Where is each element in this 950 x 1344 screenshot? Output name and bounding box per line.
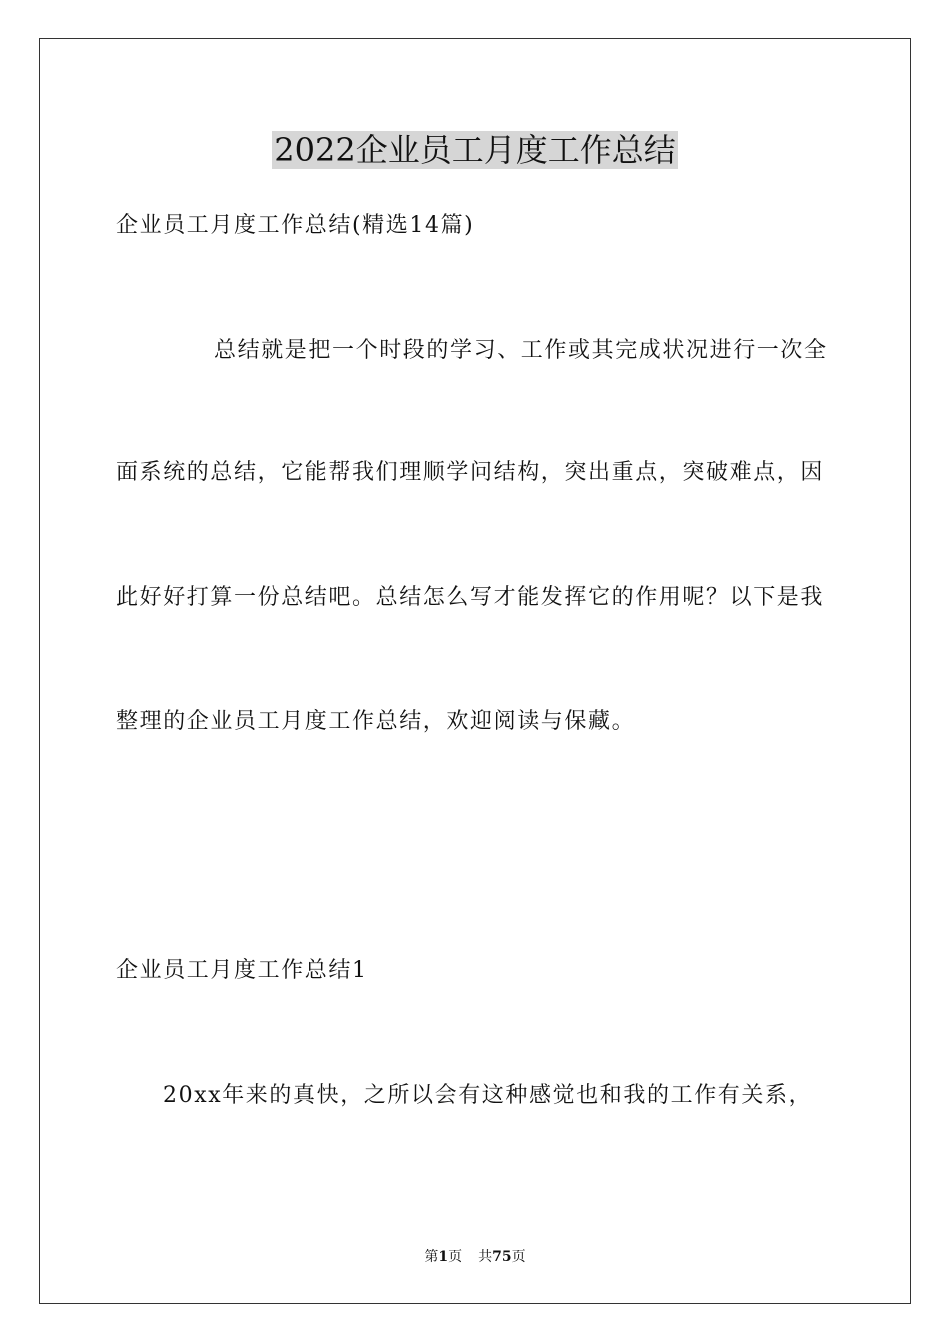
section-heading: 企业员工月度工作总结1 (116, 958, 368, 983)
document-title (0, 126, 950, 174)
page-footer (0, 1247, 950, 1267)
footer-page-suffix: 页 (448, 1249, 463, 1265)
footer-page-total: 75 (492, 1249, 512, 1265)
intro-line-4: 整理的企业员工月度工作总结，欢迎阅读与保藏。 (116, 709, 636, 734)
document-title-text: 2022企业员工月度工作总结 (274, 131, 676, 169)
intro-line-3: 此好好打算一份总结吧。总结怎么写才能发挥它的作用呢？以下是我 (116, 585, 825, 610)
footer-total-prefix: 共 (478, 1249, 493, 1265)
intro-line-2: 面系统的总结，它能帮我们理顺学问结构，突出重点，突破难点，因 (116, 460, 825, 485)
section-paragraph-line: 20xx年来的真快，之所以会有这种感觉也和我的工作有关系， (163, 1083, 813, 1108)
footer-total-suffix: 页 (511, 1249, 526, 1265)
footer-page-current: 1 (438, 1249, 449, 1265)
footer-page-prefix: 第 (424, 1249, 439, 1265)
document-subtitle: 企业员工月度工作总结(精选14篇) (116, 213, 475, 238)
intro-line-1: 总结就是把一个时段的学习、工作或其完成状况进行一次全 (214, 338, 828, 363)
